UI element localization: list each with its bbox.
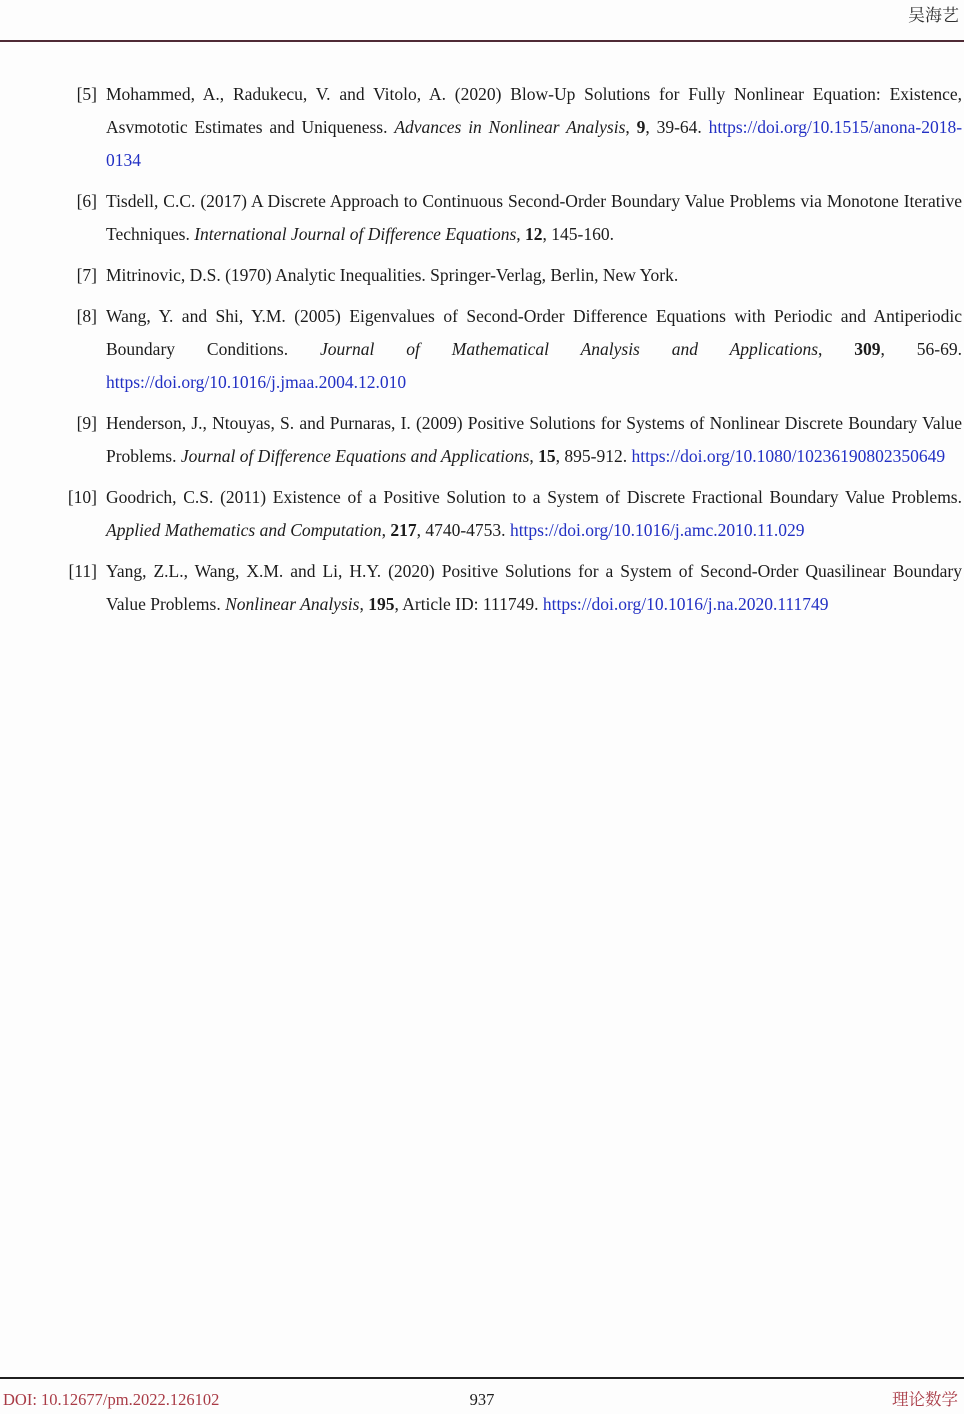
reference-text-segment: , 145-160. [542,224,614,244]
reference-label: [8] [76,306,97,326]
footer-row [0,1379,964,1414]
reference-text-segment: , 56-69. [880,339,963,359]
journal-title: Nonlinear Analysis [225,594,360,614]
reference-text-segment: , [529,446,539,466]
journal-title: Advances in Nonlinear Analysis [394,117,626,137]
reference-label: [11] [68,561,97,581]
reference-label: [5] [76,84,97,104]
reference-text-segment: Tisdell, C.C. (2017) A Discrete Approach to Continuous Second-Order Boundary Value Problems via Monotone Iterative Techniques. [106,191,962,244]
running-head-author: 吴海艺 [908,6,959,25]
reference-item [0,185,964,251]
references-list [0,78,964,621]
reference-text [106,481,962,547]
journal-title: Journal of Difference Equations and Applications [180,446,530,466]
reference-text-segment: Mitrinovic, D.S. (1970) Analytic Inequalities. Springer-Verlag, Berlin, New York. [106,265,679,285]
reference-item [0,300,964,399]
reference-text [106,407,962,473]
doi-link[interactable]: https://doi.org/10.1016/j.jmaa.2004.12.010 [106,372,407,392]
doi-link[interactable]: https://doi.org/10.1016/j.na.2020.111749 [542,594,829,614]
reference-text-segment: Henderson, J., Ntouyas, S. and Purnaras, I. (2009) Positive Solutions for Systems of Nonlinear Discrete Boundary Value Problems. [106,413,962,466]
header-rule [0,40,964,42]
footer-doi-link[interactable]: DOI: 10.12677/pm.2022.126102 [3,1390,220,1409]
reference-text [106,185,962,251]
doi-link[interactable]: https://doi.org/10.1515/anona-2018-0134 [106,117,963,170]
reference-item [0,481,964,547]
reference-item [0,555,964,621]
reference-text-segment: Yang, Z.L., Wang, X.M. and Li, H.Y. (2020) Positive Solutions for a System of Second-Order Quasilinear Boundary Value Problems. [106,561,962,614]
reference-text [106,300,962,399]
volume-number: 12 [525,224,543,244]
journal-name: 理论数学 [892,1390,958,1409]
page-footer [0,1377,964,1414]
reference-text-segment: , Article ID: 111749. [394,594,543,614]
volume-number: 217 [390,520,417,540]
reference-text-segment: , [818,339,855,359]
reference-text-segment: , [381,520,391,540]
reference-text-segment: , [516,224,526,244]
reference-item [0,259,964,292]
doi-link[interactable]: https://doi.org/10.1080/10236190802350649 [631,446,946,466]
volume-number: 309 [854,339,881,359]
reference-text-segment: Mohammed, A., Radukecu, V. and Vitolo, A. (2020) Blow-Up Solutions for Fully Nonlinear Equation: Existence, Asvmototic Estimates and Uniqueness. [106,84,962,137]
volume-number: 9 [636,117,646,137]
reference-item [0,78,964,177]
reference-text-segment: , 39-64. [645,117,709,137]
journal-title: Applied Mathematics and Computation [106,520,382,540]
journal-title: Journal of Mathematical Analysis and Applications [319,339,819,359]
page-header [0,0,964,42]
reference-text-segment: , [359,594,369,614]
reference-text-segment: , [625,117,637,137]
reference-text [106,259,962,292]
reference-text-segment: , 4740-4753. [416,520,510,540]
reference-text [106,555,962,621]
reference-label: [9] [76,413,97,433]
page-number: 937 [469,1390,495,1409]
volume-number: 15 [538,446,556,466]
reference-text-segment: Goodrich, C.S. (2011) Existence of a Positive Solution to a System of Discrete Fractional Boundary Value Problems. [106,487,962,507]
volume-number: 195 [368,594,395,614]
reference-label: [6] [76,191,97,211]
reference-text-segment: , 895-912. [555,446,632,466]
reference-item [0,407,964,473]
reference-text-segment: Wang, Y. and Shi, Y.M. (2005) Eigenvalues of Second-Order Difference Equations with Periodic and Antiperiodic Boundary Conditions. [106,306,962,359]
reference-text [106,78,962,177]
reference-label: [7] [76,265,97,285]
doi-link[interactable]: https://doi.org/10.1016/j.amc.2010.11.029 [509,520,805,540]
journal-title: International Journal of Difference Equations [194,224,517,244]
reference-label: [10] [67,487,97,507]
